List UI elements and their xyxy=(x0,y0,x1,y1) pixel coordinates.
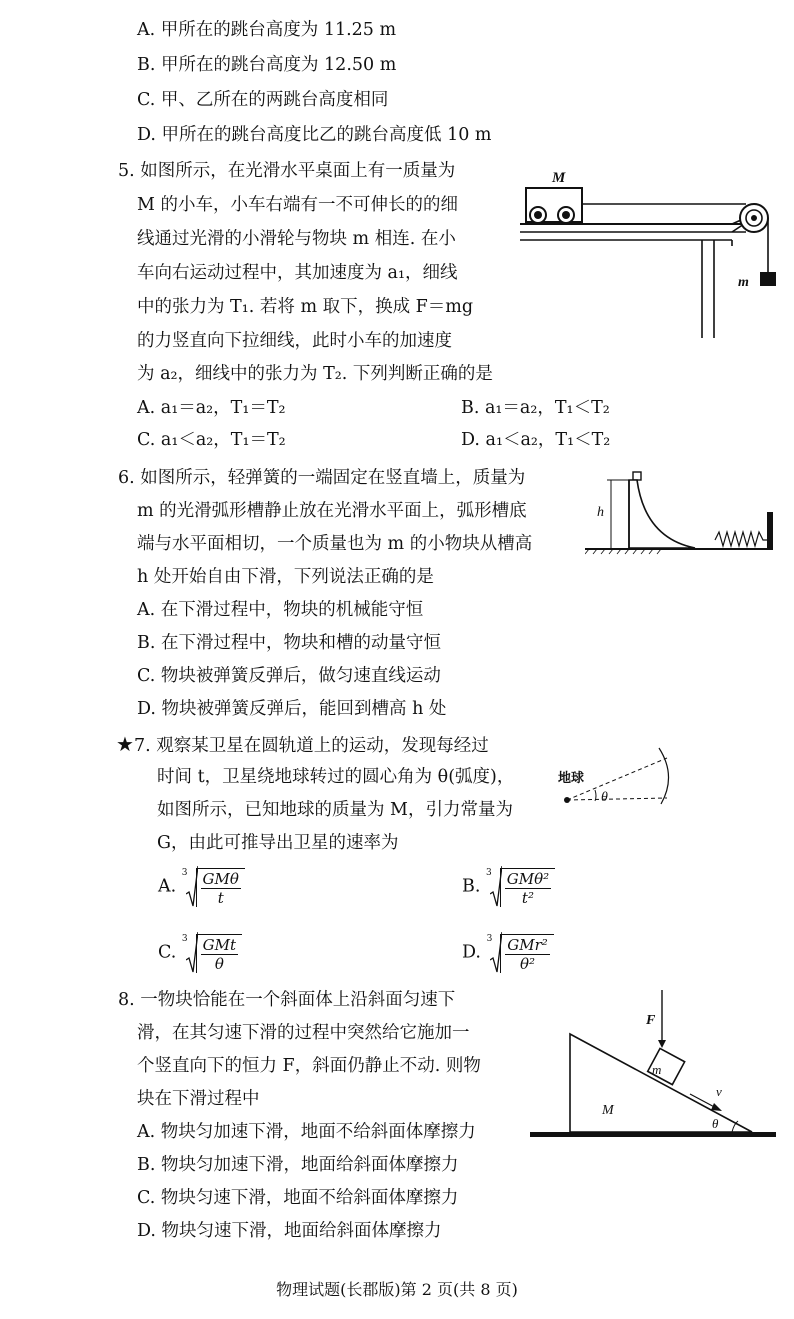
q4-option-a: A. 甲所在的跳台高度为 11.25 m xyxy=(137,20,397,40)
q5-line: 的力竖直向下拉细线，此时小车的加速度 xyxy=(137,331,452,351)
q6-option-a: A. 在下滑过程中，物块的机械能守恒 xyxy=(137,600,424,620)
q8-label-F: F xyxy=(646,1013,656,1028)
q5-label-m: m xyxy=(738,275,749,290)
q7-label-earth: 地球 xyxy=(558,770,585,785)
q4-option-d: D. 甲所在的跳台高度比乙的跳台高度低 10 m xyxy=(137,125,492,145)
q8-option-a: A. 物块匀加速下滑，地面不给斜面体摩擦力 xyxy=(137,1122,476,1142)
q4-option-c: C. 甲、乙所在的两跳台高度相同 xyxy=(137,90,389,110)
q5-option-d: D. a₁＜a₂，T₁＜T₂ xyxy=(461,430,611,450)
q5-option-a: A. a₁＝a₂，T₁＝T₂ xyxy=(137,398,286,418)
q5-option-c: C. a₁＜a₂，T₁＝T₂ xyxy=(137,430,286,450)
q8-option-b: B. 物块匀加速下滑，地面给斜面体摩擦力 xyxy=(137,1155,459,1175)
q8-line: 个竖直向下的恒力 F，斜面仍静止不动. 则物 xyxy=(137,1056,481,1076)
q6-line: h 处开始自由下滑，下列说法正确的是 xyxy=(137,567,434,587)
q6-groove-spring-figure xyxy=(585,468,785,558)
q6-option-b: B. 在下滑过程中，物块和槽的动量守恒 xyxy=(137,633,441,653)
q8-label-theta: θ xyxy=(712,1116,719,1131)
star-icon: ★ xyxy=(116,732,134,756)
q8-label-v: v xyxy=(716,1084,722,1099)
q6-label-h: h xyxy=(597,505,604,520)
q8-label-M: M xyxy=(602,1103,614,1118)
q7-line: ★7. 观察某卫星在圆轨道上的运动，发现每经过 xyxy=(116,732,489,756)
q7-option-c: C. 3 $\frac{\text{GMt}}{\theta}$ xyxy=(158,932,242,974)
q6-line: m 的光滑弧形槽静止放在光滑水平面上，弧形槽底 xyxy=(137,501,527,521)
q5-line: 线通过光滑的小滑轮与物块 m 相连. 在小 xyxy=(137,229,456,249)
q7-option-a: A. 3 $\frac{\text{GMθ}}{t}$ xyxy=(158,866,245,908)
q8-incline-figure xyxy=(530,990,780,1150)
q7-option-b: B. 3 $\frac{\text{GMθ²}}{\text{t²}}$ xyxy=(462,866,555,908)
q8-line: 8. 一物块恰能在一个斜面体上沿斜面匀速下 xyxy=(118,990,456,1010)
q6-option-c: C. 物块被弹簧反弹后，做匀速直线运动 xyxy=(137,666,441,686)
q5-line: 5. 如图所示，在光滑水平桌面上有一质量为 xyxy=(118,161,456,181)
q8-line: 块在下滑过程中 xyxy=(137,1089,260,1109)
q5-line: 为 a₂，细线中的张力为 T₂. 下列判断正确的是 xyxy=(137,364,493,384)
q4-option-b: B. 甲所在的跳台高度为 12.50 m xyxy=(137,55,397,75)
q8-line: 滑，在其匀速下滑的过程中突然给它施加一 xyxy=(137,1023,470,1043)
q7-line: 时间 t，卫星绕地球转过的圆心角为 θ(弧度)， xyxy=(157,767,515,787)
q5-line: 中的张力为 T₁. 若将 m 取下，换成 F＝mg xyxy=(137,297,474,317)
q5-label-M: M xyxy=(552,170,566,186)
q6-option-d: D. 物块被弹簧反弹后，能回到槽高 h 处 xyxy=(137,699,447,719)
q7-line: 如图所示，已知地球的质量为 M，引力常量为 xyxy=(157,800,513,820)
q6-line: 端与水平面相切，一个质量也为 m 的小物块从槽高 xyxy=(137,534,533,554)
q7-line: G，由此可推导出卫星的速率为 xyxy=(157,833,399,853)
q7-option-d: D. 3 $\frac{\text{GMr²}}{\text{θ²}}$ xyxy=(462,932,554,974)
q5-option-b: B. a₁＝a₂，T₁＜T₂ xyxy=(461,398,610,418)
q8-option-c: C. 物块匀速下滑，地面不给斜面体摩擦力 xyxy=(137,1188,459,1208)
q8-label-m: m xyxy=(652,1062,662,1077)
page-footer: 物理试题(长郡版)第 2 页(共 8 页) xyxy=(276,1280,518,1299)
q6-line: 6. 如图所示，轻弹簧的一端固定在竖直墙上，质量为 xyxy=(118,468,526,488)
q5-line: M 的小车，小车右端有一不可伸长的的细 xyxy=(137,195,458,215)
q7-orbit-figure xyxy=(555,738,675,828)
q5-cart-pulley-figure xyxy=(520,160,780,350)
q8-option-d: D. 物块匀速下滑，地面给斜面体摩擦力 xyxy=(137,1221,442,1241)
q5-line: 车向右运动过程中，其加速度为 a₁，细线 xyxy=(137,263,458,283)
q7-label-theta: θ xyxy=(601,790,608,805)
